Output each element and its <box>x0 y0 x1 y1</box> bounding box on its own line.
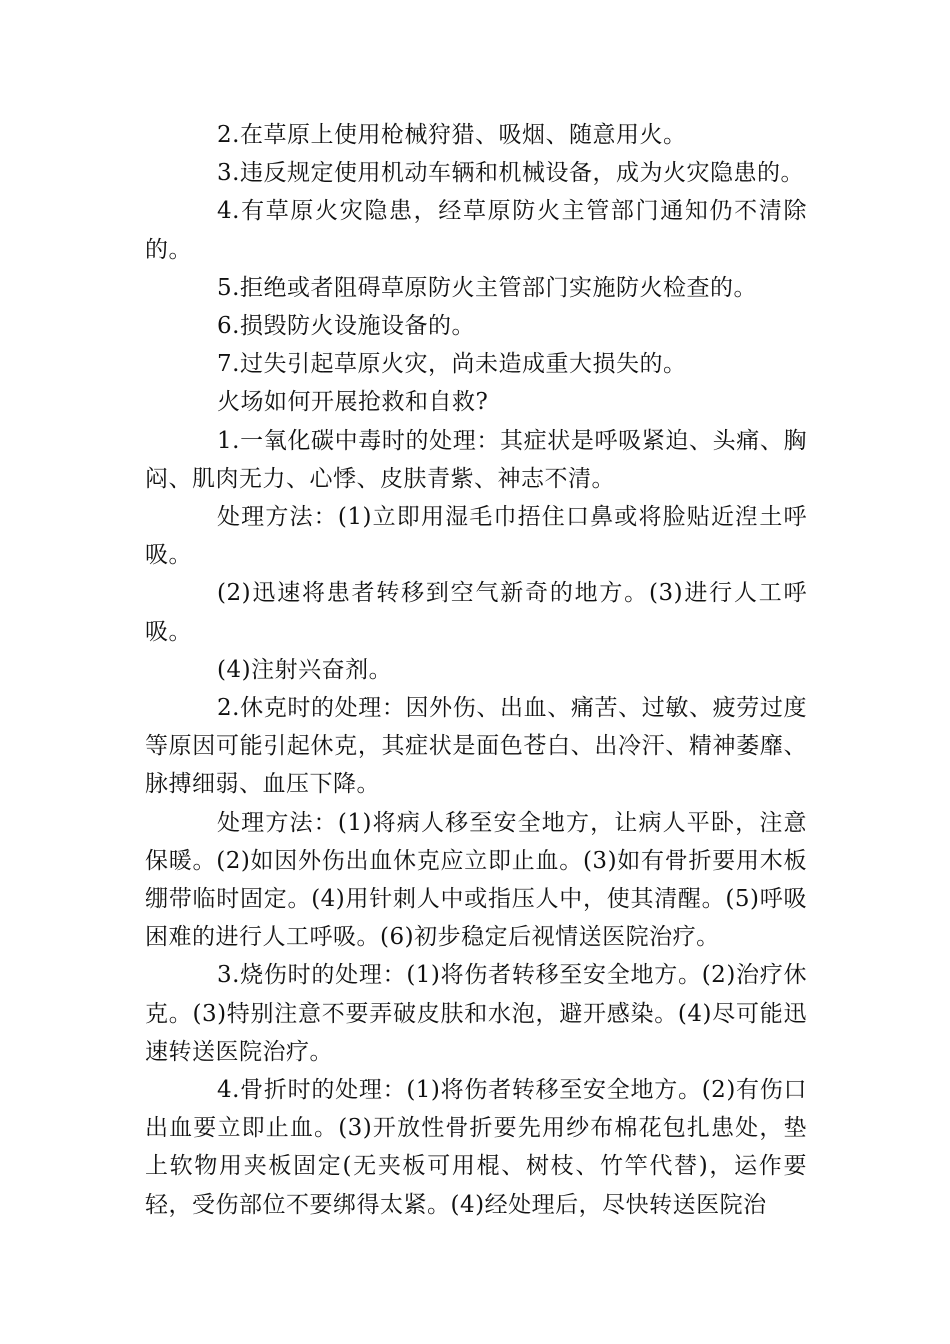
paragraph-item-7: 7.过失引起草原火灾，尚未造成重大损失的。 <box>217 351 687 378</box>
paragraph-shock-method: 处理方法：(1)将病人移至安全地方，让病人平卧，注意保暖。(2)如因外伤出血休克应立即止血。(3)如有骨折要用木板绷带临时固定。(4)用针刺人中或指压人中，使其清醒。(5)呼吸困难的进行人工呼吸。(6)初步稳定后视情送医院治疗。 <box>145 809 807 951</box>
paragraph-item-4: 4.有草原火灾隐患，经草原防火主管部门通知仍不清除的。 <box>145 198 807 263</box>
paragraph-fracture: 4.骨折时的处理：(1)将伤者转移至安全地方。(2)有伤口出血要立即止血。(3)开放性骨折要先用纱布棉花包扎患处，垫上软物用夹板固定(无夹板可用棍、树枝、竹竿代替)，运作要轻，受伤部位不要绑得太紧。(4)经处理后，尽快转送医院治 <box>145 1077 807 1218</box>
paragraph-co-method-1: 处理方法：(1)立即用湿毛巾捂住口鼻或将脸贴近湼土呼吸。 <box>145 504 807 569</box>
paragraph-co-method-2-3: (2)迅速将患者转移到空气新奇的地方。(3)进行人工呼吸。 <box>145 580 807 645</box>
paragraph-item-5: 5.拒绝或者阻碍草原防火主管部门实施防火检查的。 <box>217 274 757 301</box>
paragraph-item-2: 2.在草原上使用枪械狩猎、吸烟、随意用火。 <box>217 122 687 148</box>
paragraph-shock: 2.休克时的处理：因外伤、出血、痛苦、过敏、疲劳过度等原因可能引起休克，其症状是面色苍白、出冷汗、精神萎靡、脉搏细弱、血压下降。 <box>145 695 807 798</box>
paragraph-item-6: 6.损毁防火设施设备的。 <box>217 313 475 340</box>
document-page <box>145 116 807 1224</box>
section-heading-rescue: 火场如何开展抢救和自救? <box>217 389 489 416</box>
paragraph-co-poisoning: 1.一氧化碳中毒时的处理：其症状是呼吸紧迫、头痛、胸闷、肌肉无力、心悸、皮肤青紫、神志不清。 <box>145 427 807 492</box>
paragraph-burn: 3.烧伤时的处理：(1)将伤者转移至安全地方。(2)治疗休克。(3)特别注意不要弄破皮肤和水泡，避开感染。(4)尽可能迅速转送医院治疗。 <box>145 962 807 1065</box>
paragraph-co-method-4: (4)注射兴奋剂。 <box>217 656 393 683</box>
paragraph-item-3: 3.违反规定使用机动车辆和机械设备，成为火灾隐患的。 <box>217 160 804 187</box>
